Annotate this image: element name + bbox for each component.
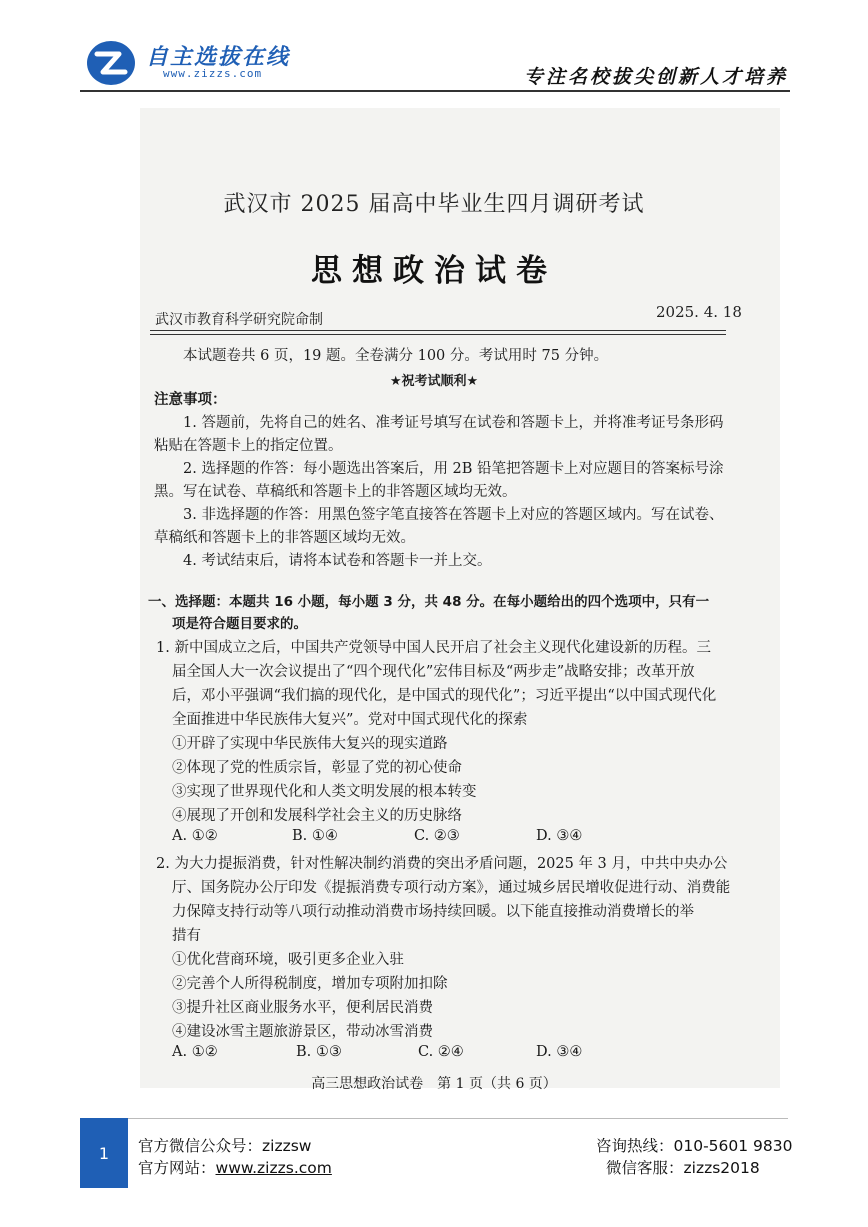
logo-url[interactable]: www.zizzs.com [163,67,263,80]
notes-heading: 注意事项： [154,392,227,408]
exam-subject: 思想政治试卷 [311,253,557,289]
q2-item: ③提升社区商业服务水平，便利居民消费 [172,1000,433,1016]
notes-line: 2. 选择题的作答：每小题选出答案后，用 2B 铅笔把答题卡上对应题目的答案标号涂 [183,461,724,477]
footer-divider [80,1118,788,1119]
q1-item: ④展现了开创和发展科学社会主义的历史脉络 [172,808,462,824]
footer-wechat: 官方微信公众号：zizzsw [138,1137,312,1155]
q2-option-c[interactable]: C. ②④ [418,1044,464,1060]
title-rule-top [150,330,726,331]
q2-item: ②完善个人所得税制度，增加专项附加扣除 [172,976,448,992]
notes-line: 3. 非选择题的作答：用黑色签字笔直接答在答题卡上对应的答题区域内。写在试卷、 [183,507,724,523]
notes-line: 4. 考试结束后，请将本试卷和答题卡一并上交。 [183,553,492,569]
footer-hotline: 咨询热线：010-5601 9830 [596,1137,793,1155]
q1-item: ③实现了世界现代化和人类文明发展的根本转变 [172,784,477,800]
page-footer: 高三思想政治试卷 第 1 页（共 6 页） [311,1076,557,1092]
logo-icon [85,38,137,88]
header-divider [80,90,790,92]
q1-option-a[interactable]: A. ①② [172,828,218,844]
notes-line: 粘贴在答题卡上的指定位置。 [154,438,343,454]
exam-summary: 本试题卷共 6 页，19 题。全卷满分 100 分。考试用时 75 分钟。 [183,348,609,364]
q1-stem: 1. 新中国成立之后，中国共产党领导中国人民开启了社会主义现代化建设新的历程。三 [156,640,711,656]
title-rule-bottom [150,334,726,335]
q1-item: ①开辟了实现中华民族伟大复兴的现实道路 [172,736,448,752]
q1-stem: 全面推进中华民族伟大复兴”。党对中国式现代化的探索 [172,712,528,728]
q2-stem: 措有 [172,928,201,944]
exam-date: 2025. 4. 18 [656,303,742,321]
q2-option-d[interactable]: D. ③④ [536,1044,583,1060]
q1-stem: 届全国人大一次会议提出了“四个现代化”宏伟目标及“两步走”战略安排；改革开放 [172,664,695,680]
site-header [0,0,868,100]
q1-item: ②体现了党的性质宗旨，彰显了党的初心使命 [172,760,462,776]
notes-line: 草稿纸和答题卡上的非答题区域均无效。 [154,530,415,546]
q2-item: ④建设冰雪主题旅游景区，带动冰雪消费 [172,1024,433,1040]
exam-title: 武汉市 2025 届高中毕业生四月调研考试 [223,192,645,217]
footer-site [138,1156,332,1178]
footer-site-link[interactable]: www.zizzs.com [215,1159,332,1177]
q2-stem: 2. 为大力提振消费，针对性解决制约消费的突出矛盾问题，2025 年 3 月，中共中央办公 [156,856,728,872]
q2-option-b[interactable]: B. ①③ [296,1044,342,1060]
footer-site-label: 官方网站： [138,1159,216,1177]
notes-line: 黑。写在试卷、草稿纸和答题卡上的非答题区域均无效。 [154,484,517,500]
exam-issuer: 武汉市教育科学研究院命制 [155,312,323,328]
logo-text: 自主选拔在线 [146,45,291,70]
page-number-badge: 1 [80,1118,128,1188]
q2-stem: 力保障支持行动等八项行动推动消费市场持续回暖。以下能直接推动消费增长的举 [172,904,694,920]
slogan: 专注名校拔尖创新人才培养 [523,66,788,88]
q1-option-b[interactable]: B. ①④ [292,828,338,844]
q2-option-a[interactable]: A. ①② [172,1044,218,1060]
notes-line: 1. 答题前，先将自己的姓名、准考证号填写在试卷和答题卡上，并将准考证号条形码 [183,415,724,431]
footer-service: 微信客服：zizzs2018 [606,1159,760,1177]
q1-option-c[interactable]: C. ②③ [414,828,460,844]
exam-wish: ★祝考试顺利★ [389,374,479,389]
q2-stem: 厅、国务院办公厅印发《提振消费专项行动方案》，通过城乡居民增收促进行动、消费能 [172,880,731,896]
section-heading-cont: 项是符合题目要求的。 [172,616,307,632]
q1-stem: 后，邓小平强调“我们搞的现代化，是中国式的现代化”；习近平提出“以中国式现代化 [172,688,717,704]
q1-option-d[interactable]: D. ③④ [536,828,583,844]
section-heading: 一、选择题：本题共 16 小题，每小题 3 分，共 48 分。在每小题给出的四个选项中，只有一 [148,594,710,610]
q2-item: ①优化营商环境，吸引更多企业入驻 [172,952,404,968]
